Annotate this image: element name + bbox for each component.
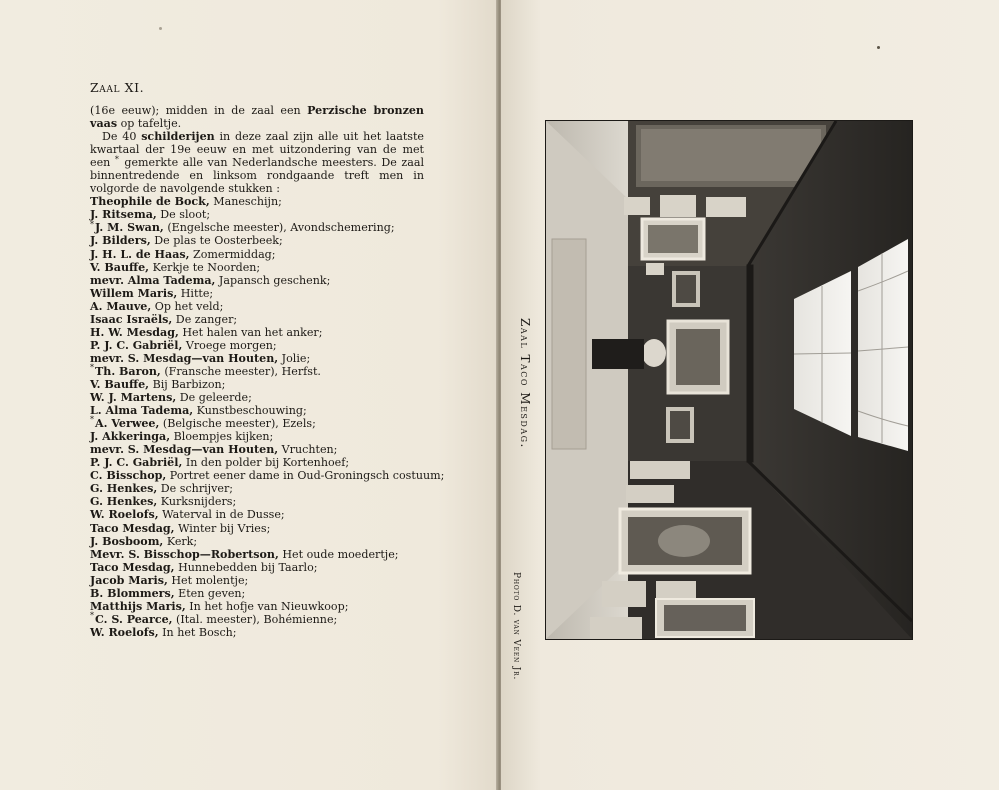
work-title: De sloot; bbox=[156, 208, 211, 222]
work-artist: J. Bilders, bbox=[90, 234, 151, 248]
work-artist: C. Bisschop, bbox=[90, 469, 167, 483]
work-entry bbox=[90, 287, 424, 300]
work-title: Kurksnijders; bbox=[157, 495, 237, 509]
work-title: De geleerde; bbox=[176, 391, 252, 405]
paragraph-2-part-2: in deze zaal zijn alle uit het laatste kwartaal der 19e eeuw en met uitzondering van de met een bbox=[90, 130, 425, 170]
work-artist: Mevr. S. Bisschop—Robertson, bbox=[90, 547, 279, 561]
work-artist: Jacob Maris, bbox=[90, 573, 168, 587]
paragraph-2-bold: schilderijen bbox=[141, 130, 215, 144]
work-entry bbox=[90, 195, 424, 208]
work-artist: L. Alma Tadema, bbox=[90, 404, 194, 418]
work-artist: J. Ritsema, bbox=[90, 208, 157, 222]
work-entry bbox=[90, 365, 424, 378]
work-title: (Ital. meester), Bohémienne; bbox=[172, 612, 338, 626]
work-title: Japansch geschenk; bbox=[215, 273, 331, 287]
work-artist: A. Mauve, bbox=[90, 299, 152, 313]
work-artist: V. Bauffe, bbox=[90, 260, 150, 274]
work-entry bbox=[90, 495, 424, 508]
work-entry bbox=[90, 522, 424, 535]
works-list bbox=[90, 195, 445, 639]
star-marker: * bbox=[90, 219, 94, 229]
work-entry bbox=[90, 626, 424, 639]
work-title: Kerkje te Noorden; bbox=[149, 260, 261, 274]
work-artist: J. Akkeringa, bbox=[90, 430, 171, 444]
work-title: Winter bij Vries; bbox=[174, 521, 271, 535]
work-entry bbox=[90, 404, 424, 417]
work-artist: B. Blommers, bbox=[90, 586, 175, 600]
work-title: In den polder bij Kortenhoef; bbox=[182, 456, 350, 470]
page-speck bbox=[159, 27, 162, 30]
work-artist: mevr. Alma Tadema, bbox=[90, 273, 216, 287]
work-title: Waterval in de Dusse; bbox=[158, 508, 285, 522]
work-entry bbox=[90, 221, 424, 234]
work-title: Kerk; bbox=[163, 534, 198, 548]
work-artist: mevr. S. Mesdag—van Houten, bbox=[90, 443, 279, 457]
work-artist: G. Henkes, bbox=[90, 482, 158, 496]
work-artist: mevr. S. Mesdag—van Houten, bbox=[90, 351, 279, 365]
work-entry bbox=[90, 443, 424, 456]
star-marker: * bbox=[90, 611, 94, 621]
work-artist: P. J. C. Gabriël, bbox=[90, 338, 183, 352]
work-title: De plas te Oosterbeek; bbox=[150, 234, 283, 248]
work-entry bbox=[90, 508, 424, 521]
work-title: Hitte; bbox=[177, 286, 214, 300]
work-artist: Willem Maris, bbox=[90, 286, 178, 300]
work-entry bbox=[90, 248, 424, 261]
paragraph-1 bbox=[90, 104, 424, 130]
work-entry bbox=[90, 378, 424, 391]
paragraph-1-after: op tafeltje. bbox=[117, 117, 182, 131]
work-artist: G. Henkes, bbox=[90, 495, 158, 509]
work-artist: Theophile de Bock, bbox=[90, 195, 210, 209]
paragraph-2 bbox=[90, 130, 424, 195]
work-artist: Taco Mesdag, bbox=[90, 560, 175, 574]
work-artist: Matthijs Maris, bbox=[90, 599, 186, 613]
star-marker: * bbox=[114, 154, 119, 164]
work-title: Bloempjes kijken; bbox=[170, 430, 274, 444]
paragraph-2-part-3: gemerkte alle van Nederlandsche meesters. De zaal binnentredende en linksom rondgaande treft men in volgorde de navolgende stukken : bbox=[90, 156, 424, 196]
star-marker: * bbox=[90, 415, 94, 425]
work-artist: W. Roelofs, bbox=[90, 625, 159, 639]
work-artist: Taco Mesdag, bbox=[90, 521, 175, 535]
work-entry bbox=[90, 300, 424, 313]
work-entry bbox=[90, 613, 424, 626]
work-entry bbox=[90, 548, 424, 561]
star-marker: * bbox=[90, 363, 94, 373]
work-title: In het Bosch; bbox=[158, 625, 237, 639]
work-title: Maneschijn; bbox=[209, 195, 282, 209]
work-entry bbox=[90, 535, 424, 548]
photo-credit: Photo D. van Veen Jr. bbox=[511, 572, 521, 681]
work-title: De zanger; bbox=[172, 312, 238, 326]
work-title: In het hofje van Nieuwkoop; bbox=[185, 599, 349, 613]
work-artist: W. J. Martens, bbox=[90, 391, 177, 405]
work-title: De schrijver; bbox=[157, 482, 233, 496]
body-text bbox=[90, 104, 445, 639]
work-title: Jolie; bbox=[278, 351, 311, 365]
work-entry bbox=[90, 391, 424, 404]
work-entry bbox=[90, 600, 424, 613]
work-artist: V. Bauffe, bbox=[90, 377, 150, 391]
work-entry bbox=[90, 430, 424, 443]
work-artist: J. M. Swan, bbox=[95, 221, 164, 235]
paragraph-1-before: (16e eeuw); midden in de zaal een bbox=[90, 104, 308, 117]
work-title: Op het veld; bbox=[151, 299, 224, 313]
work-entry bbox=[90, 574, 424, 587]
work-artist: J. Bosboom, bbox=[90, 534, 164, 548]
work-title: (Fransche meester), Herfst. bbox=[160, 364, 321, 378]
work-title: Vroege morgen; bbox=[182, 338, 277, 352]
work-entry bbox=[90, 587, 424, 600]
work-title: Het molentje; bbox=[167, 573, 249, 587]
paragraph-2-part-1: De 40 bbox=[102, 130, 142, 144]
photo-plate bbox=[545, 120, 913, 640]
work-artist: Isaac Israëls, bbox=[90, 312, 173, 326]
work-artist: W. Roelofs, bbox=[90, 508, 159, 522]
work-title: Het halen van het anker; bbox=[178, 325, 323, 339]
work-entry bbox=[90, 208, 424, 221]
work-title: Zomermiddag; bbox=[189, 247, 276, 261]
work-entry bbox=[90, 352, 424, 365]
work-artist: Th. Baron, bbox=[95, 364, 161, 378]
left-page bbox=[0, 0, 498, 790]
work-title: Bij Barbizon; bbox=[149, 377, 226, 391]
work-entry bbox=[90, 456, 424, 469]
plate-caption: Zaal Taco Mesdag. bbox=[518, 318, 532, 449]
work-artist: H. W. Mesdag, bbox=[90, 325, 179, 339]
work-entry bbox=[90, 339, 424, 352]
work-entry bbox=[90, 274, 424, 287]
work-entry bbox=[90, 482, 424, 495]
work-entry bbox=[90, 469, 445, 483]
gallery-photograph bbox=[546, 121, 912, 639]
work-entry bbox=[90, 561, 424, 574]
work-entry bbox=[90, 417, 424, 430]
work-entry bbox=[90, 261, 424, 274]
work-artist: J. H. L. de Haas, bbox=[90, 247, 190, 261]
work-title: Vruchten; bbox=[278, 443, 338, 457]
work-title: Het oude moedertje; bbox=[278, 547, 399, 561]
running-head: Zaal XI. bbox=[90, 80, 145, 95]
paragraph-1-bold: Perzische bronzen vaas bbox=[90, 104, 424, 131]
work-title: Portret eener dame in Oud-Groningsch costuum; bbox=[166, 469, 445, 483]
work-entry bbox=[90, 234, 424, 247]
page-speck bbox=[877, 46, 880, 49]
work-artist: P. J. C. Gabriël, bbox=[90, 456, 183, 470]
work-title: Kunstbeschouwing; bbox=[193, 404, 307, 418]
work-title: (Engelsche meester), Avondschemering; bbox=[163, 221, 395, 235]
work-title: Eten geven; bbox=[174, 586, 246, 600]
work-title: Hunnebedden bij Taarlo; bbox=[174, 560, 318, 574]
work-title: (Belgische meester), Ezels; bbox=[159, 417, 316, 431]
work-artist: C. S. Pearce, bbox=[95, 612, 173, 626]
work-artist: A. Verwee, bbox=[95, 417, 160, 431]
work-entry bbox=[90, 326, 424, 339]
work-entry bbox=[90, 313, 424, 326]
